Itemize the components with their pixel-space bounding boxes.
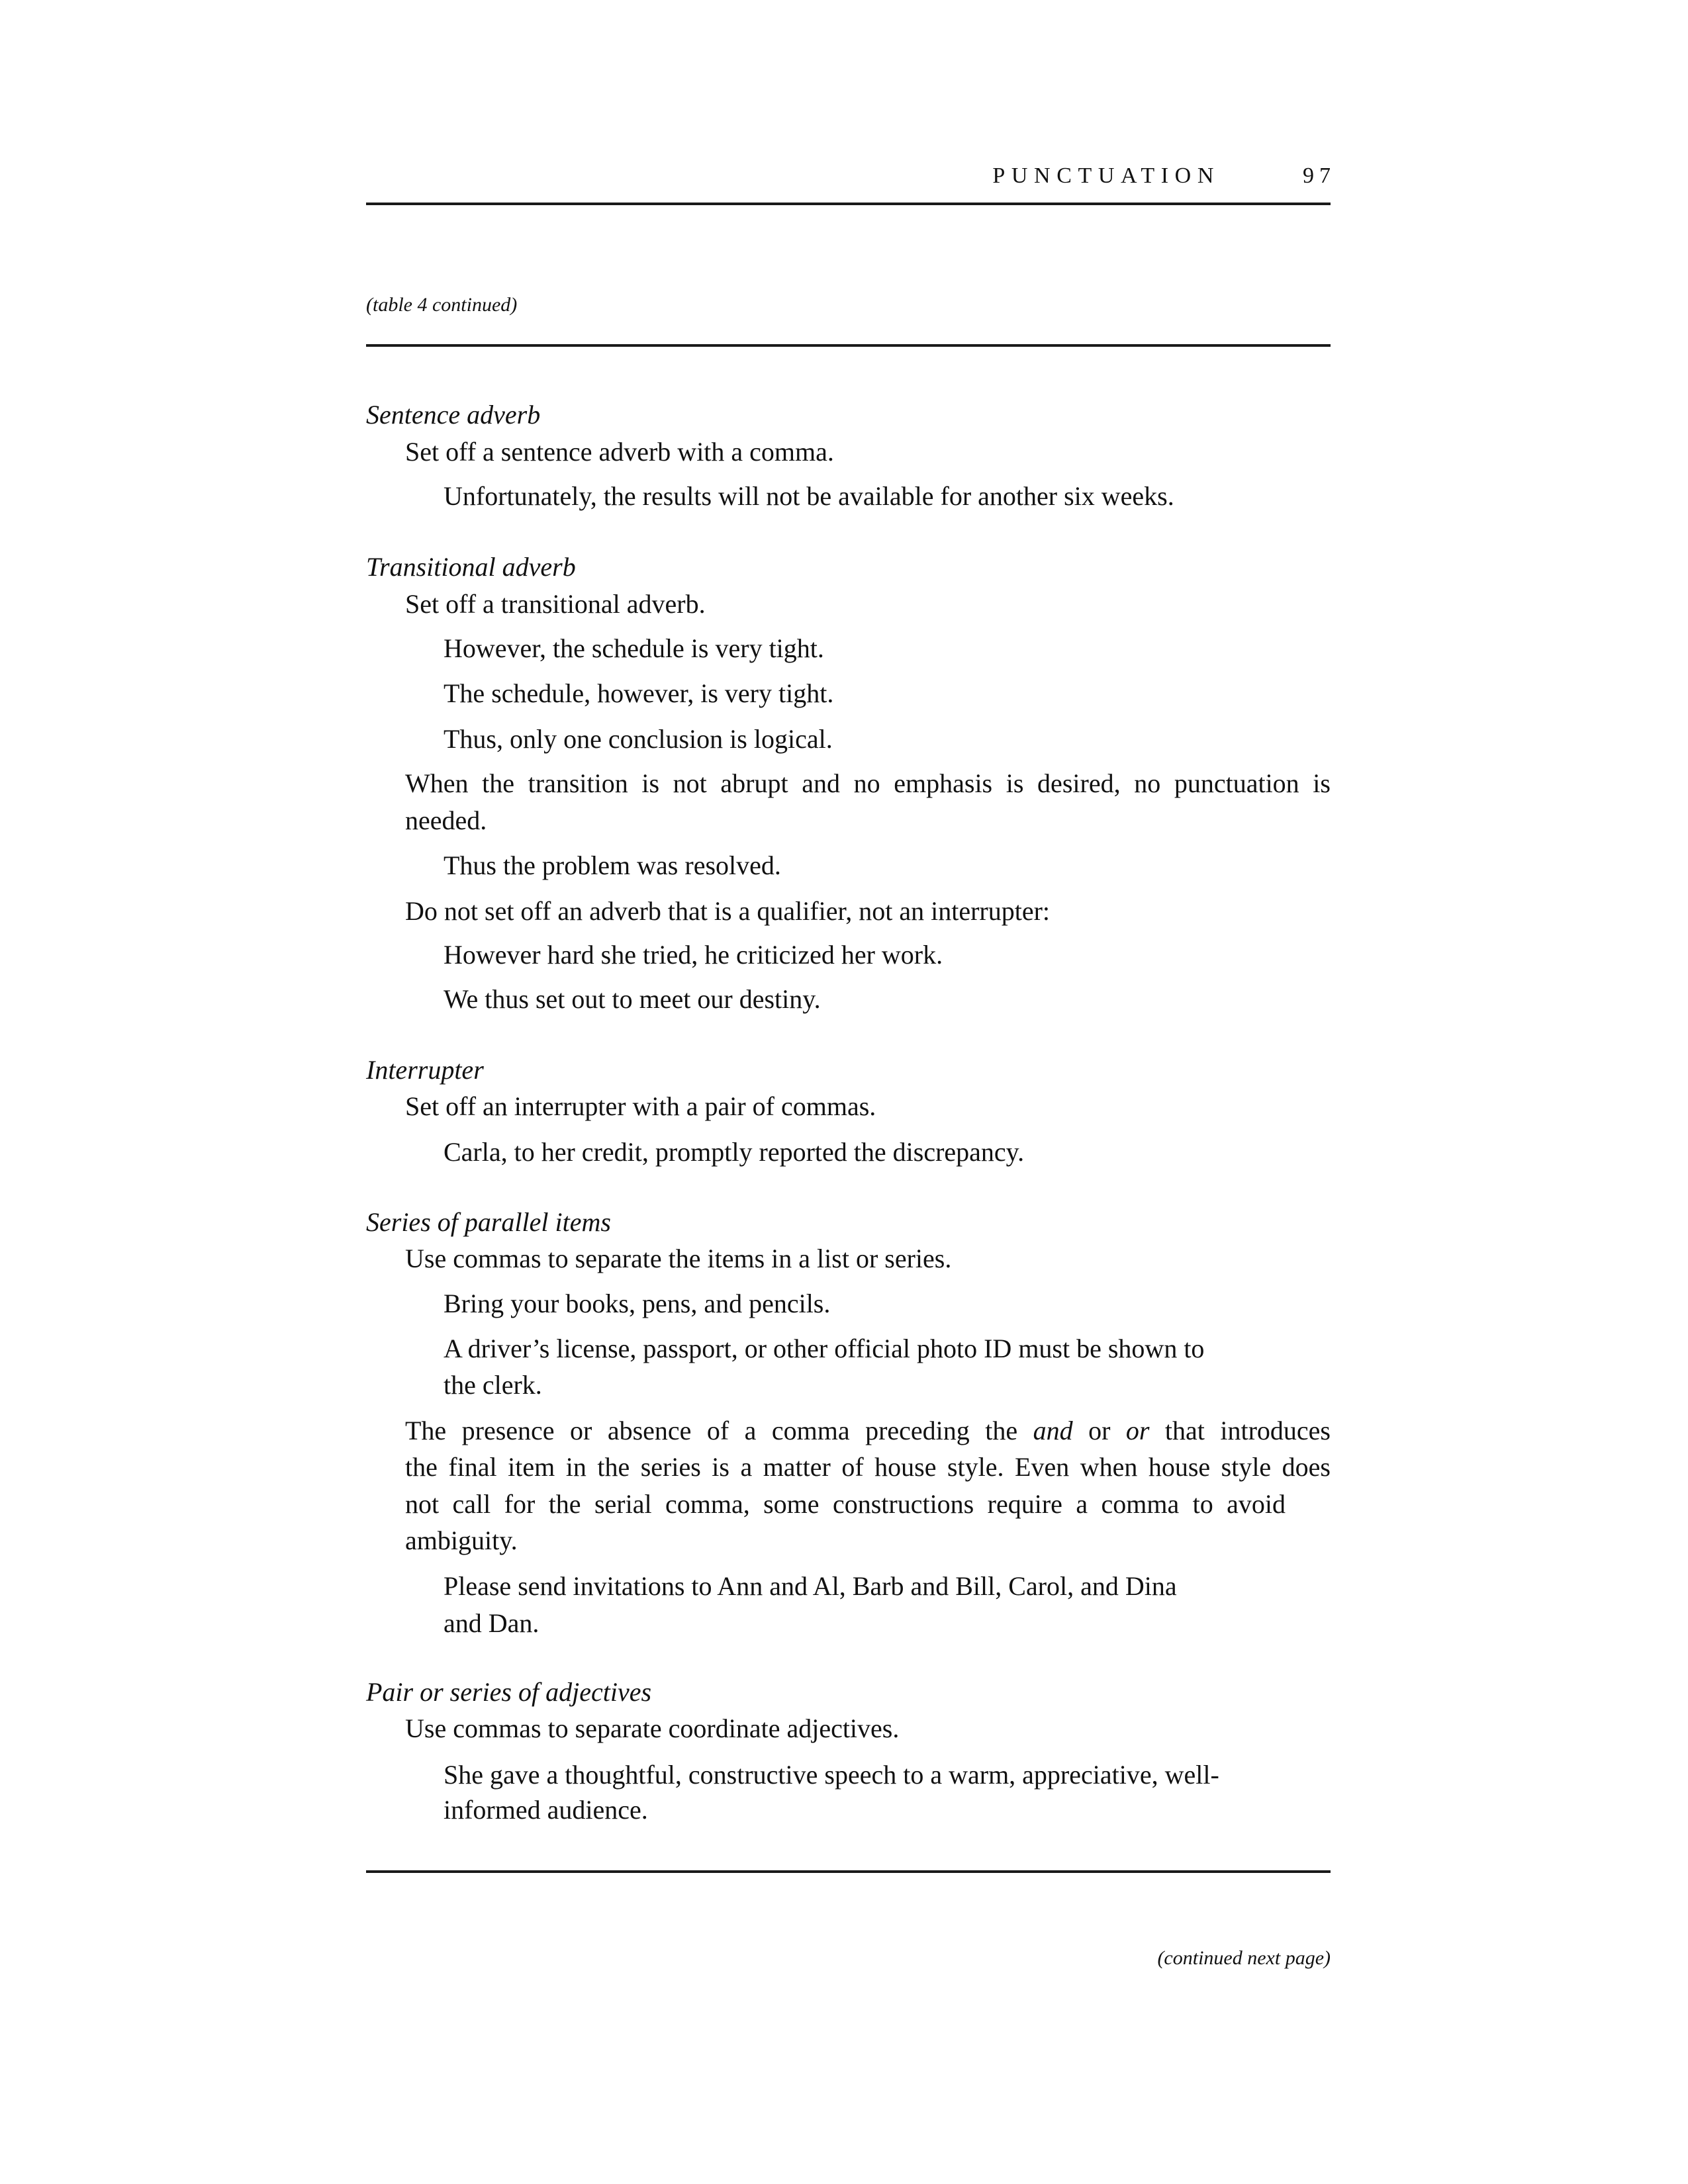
example-line: Bring your books, pens, and pencils. xyxy=(444,1289,831,1318)
example-line: We thus set out to meet our destiny. xyxy=(444,984,821,1014)
rule-line: Set off a transitional adverb. xyxy=(405,589,706,619)
rule-line: Set off a sentence adverb with a comma. xyxy=(405,437,834,467)
table-caption: (table 4 continued) xyxy=(366,294,518,316)
example-line: informed audience. xyxy=(444,1795,648,1825)
rule-line: Set off an interrupter with a pair of commas. xyxy=(405,1091,876,1121)
example-line: and Dan. xyxy=(444,1608,539,1638)
section-heading: Series of parallel items xyxy=(366,1207,611,1237)
rule-line: Use commas to separate coordinate adjectives. xyxy=(405,1713,900,1743)
table-bottom-rule xyxy=(366,1870,1331,1873)
page-number: 97 xyxy=(1303,163,1336,188)
example-line: However hard she tried, he criticized her work. xyxy=(444,940,943,970)
emphasis-or: or xyxy=(1125,1416,1150,1445)
example-line: She gave a thoughtful, constructive speech to a warm, appreciative, well- xyxy=(444,1760,1219,1790)
example-line: Thus, only one conclusion is logical. xyxy=(444,724,833,754)
rule-line xyxy=(405,1418,1331,1444)
example-line: Unfortunately, the results will not be available for another six weeks. xyxy=(444,481,1174,511)
section-heading: Sentence adverb xyxy=(366,400,541,430)
rule-text-segment: The presence or absence of a comma preceding the xyxy=(405,1416,1033,1445)
example-line: the clerk. xyxy=(444,1370,542,1400)
rule-line: needed. xyxy=(405,805,487,835)
rule-line: ambiguity. xyxy=(405,1525,518,1555)
example-line: However, the schedule is very tight. xyxy=(444,633,824,663)
header-rule xyxy=(366,203,1331,205)
running-head-section: PUNCTUATION xyxy=(992,163,1220,188)
rule-text-segment: that introduces xyxy=(1149,1416,1331,1445)
rule-line: When the transition is not abrupt and no emphasis is desired, no punctuation is xyxy=(405,768,1331,798)
example-line: Thus the problem was resolved. xyxy=(444,850,781,880)
example-line: Please send invitations to Ann and Al, Barb and Bill, Carol, and Dina xyxy=(444,1571,1177,1601)
emphasis-and: and xyxy=(1033,1416,1073,1445)
section-heading: Interrupter xyxy=(366,1055,484,1085)
rule-line: the final item in the series is a matter of house style. Even when house style does xyxy=(405,1452,1331,1482)
rule-line: Do not set off an adverb that is a qualifier, not an interrupter: xyxy=(405,896,1051,926)
section-heading: Transitional adverb xyxy=(366,552,576,582)
rule-line: Use commas to separate the items in a list or series. xyxy=(405,1244,952,1273)
rule-text-segment: or xyxy=(1072,1416,1126,1445)
continued-note: (continued next page) xyxy=(1157,1947,1331,1969)
example-line: A driver’s license, passport, or other official photo ID must be shown to xyxy=(444,1334,1205,1363)
table-top-rule xyxy=(366,344,1331,347)
example-line: Carla, to her credit, promptly reported the discrepancy. xyxy=(444,1137,1025,1167)
rule-line: not call for the serial comma, some constructions require a comma to avoid xyxy=(405,1489,1286,1519)
section-heading: Pair or series of adjectives xyxy=(366,1677,652,1707)
example-line: The schedule, however, is very tight. xyxy=(444,678,834,708)
